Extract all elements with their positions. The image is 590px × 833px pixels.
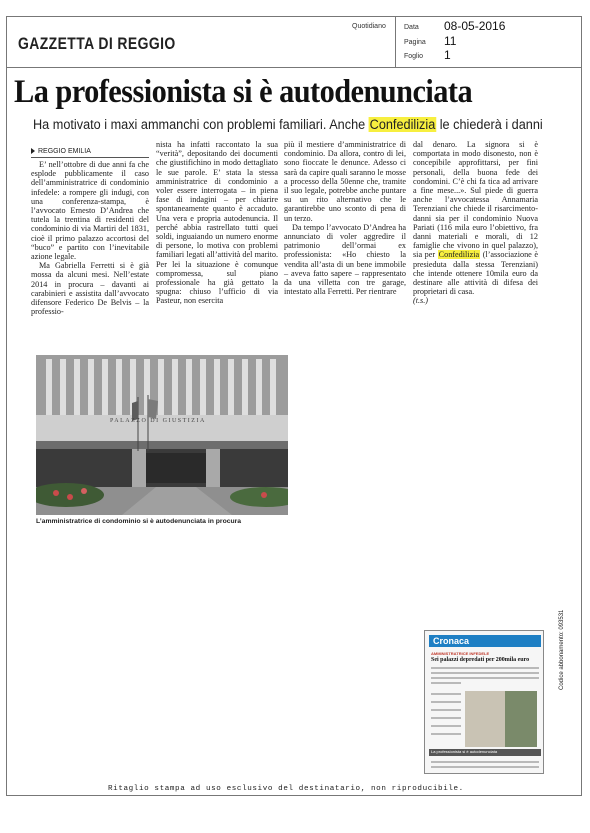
thumbnail-footer-bar	[429, 749, 541, 756]
courthouse-photo-illustration	[36, 355, 288, 515]
thumbnail-title: Sei palazzi depredati per 200mila euro	[431, 657, 530, 663]
paragraph: più il mestiere d’amministratrice di condominio. Da allora, contro di lei, sono fioccate le denunce. Adesso ci sarà da capire quali saranno le mosse a processo della 50enne che, tramite il suo legale, potrebbe anche puntare su un rito alternativo che le garantirebbe uno sconto di pena di un terzo.	[284, 140, 406, 223]
thumbnail-section-bar	[429, 635, 541, 647]
subtitle-text: Ha motivato i maxi ammanchi con problemi familiari. Anche	[33, 117, 369, 132]
thumbnail-text-line	[431, 709, 461, 711]
date-label: Data	[404, 24, 419, 31]
thumbnail-text-line	[431, 667, 539, 669]
paragraph: Ma Gabriella Ferretti si è già mossa da alcuni mesi. Nell’estate 2014 in procura – davanti ai carabinieri e assistita dall’avvocato difensore Federico De Belvis – la professio-	[31, 261, 149, 317]
article-kicker	[31, 148, 91, 155]
paragraph: E’ nell’ottobre di due anni fa che esplode pubblicamente il caso dell’amministratrice di condominio infedele: a rompere gli indugi, con una conferenza-stampa, è l’avvocato Ernesto D’Andrea che tutela la trentina di residenti del condominio di via Martiri del 1831, cioè il primo palazzo accortosi del “buco” e partito con l’inevitabile azione legale.	[31, 160, 149, 262]
thumbnail-text-line	[431, 766, 539, 768]
subscription-code: Codice abbonamento: 093531	[559, 609, 565, 690]
article-photo	[36, 355, 288, 515]
page-thumbnail	[424, 630, 544, 774]
kicker-label: REGGIO EMILIA	[38, 148, 91, 155]
paragraph-text-end: (l’associazione è presieduta dalla stessa Terenziani) che intende ottenere 10mila euro da destinare alle attività di difesa dei proprietari di casa.	[413, 250, 538, 297]
page-label: Pagina	[404, 39, 426, 46]
paragraph: nista ha infatti raccontato la sua “verità”, depositando dei documenti che giustifichino in modo dettagliato le sue parole. E’ stata la stessa amministratrice di condominio a voler essere interrogata – in piena fase di indagini – per chiarire spontaneamente quanto è accaduto. Una vera e propria autodenuncia. Il perché abbia rastrellato tutti quei soldi, inguaiando un numero enorme di persone, lo motiva con problemi familiari legati all’attività del marito. Per lei la situazione è comunque compromessa, sul piano professionale ha già gettato la spugna: chiuso l’ufficio di via Pasteur, non esercita	[156, 140, 278, 306]
thumbnail-photo-building	[465, 691, 505, 747]
newspaper-masthead: GAZZETTA DI REGGIO	[18, 34, 176, 53]
thumbnail-text-line	[431, 682, 461, 684]
thumbnail-text-line	[431, 725, 461, 727]
page-value: 11	[444, 34, 457, 48]
header-meta-box	[396, 16, 582, 68]
thumbnail-text-line	[431, 677, 539, 679]
thumbnail-text-line	[431, 672, 539, 674]
triangle-bullet-icon	[31, 148, 35, 154]
paragraph: Da tempo l’avvocato D’Andrea ha annunciato di voler aggredire il patrimonio dell’ormai ex professionista: «Ho chiesto la vendita all’asta di un bene immobile – aveva fatto sapere – rappresentato da una villetta con tre garage, intestato alla Ferretti. Per rientrare	[284, 222, 406, 297]
courthouse-sign: PALAZZO DI GIUSTIZIA	[110, 418, 206, 424]
subtitle-highlight: Confedilizia	[369, 117, 436, 132]
thumbnail-kicker: AMMINISTRATRICE INFEDELE	[431, 651, 490, 656]
photo-caption: L’amministratrice di condominio si è autodenunciata in procura	[36, 518, 242, 525]
thumbnail-text-line	[431, 717, 461, 719]
thumbnail-text-line	[431, 761, 539, 763]
article-column-4	[413, 140, 538, 306]
article-column-2	[156, 140, 278, 306]
article-subtitle	[33, 117, 543, 132]
thumbnail-text-line	[431, 693, 461, 695]
reproduction-notice: Ritaglio stampa ad uso esclusivo del destinatario, non riproducibile.	[108, 785, 464, 793]
subtitle-text-end: le chiederà i danni	[436, 117, 543, 132]
thumbnail-footer: La professionista si è autodenunciata	[431, 749, 498, 754]
thumbnail-text-line	[431, 701, 461, 703]
sheet-label: Foglio	[404, 53, 424, 60]
kicker-divider	[31, 157, 149, 158]
publication-type: Quotidiano	[352, 23, 386, 30]
article-title: La professionista si è autodenunciata	[14, 74, 473, 110]
sheet-value: 1	[444, 48, 451, 62]
thumbnail-section: Cronaca	[433, 636, 470, 646]
date-value: 08-05-2016	[444, 19, 506, 33]
thumbnail-text-line	[431, 733, 461, 735]
paragraph	[413, 140, 538, 296]
confedilizia-highlight: Confedilizia	[438, 250, 480, 260]
article-column-3	[284, 140, 406, 296]
author-signature: (t.s.)	[413, 296, 429, 306]
paragraph-text: dal denaro. La signora si è comportata in modo disonesto, non è concepibile approfittarsi, per fini personali, della buona fede dei condomini. C’è chi fa tica ad arrivare a fine mese...». Sul piede di guerra anche l’avvocatessa Annamaria Terenziani che chiede il risarcimento-danni sia per il condominio Nuova Pariati (116 mila euro l’obiettivo, fra danni materiali e morali, di 12 famiglie che vivono in quel palazzo), sia per	[413, 140, 538, 260]
article-column-1	[31, 160, 149, 316]
